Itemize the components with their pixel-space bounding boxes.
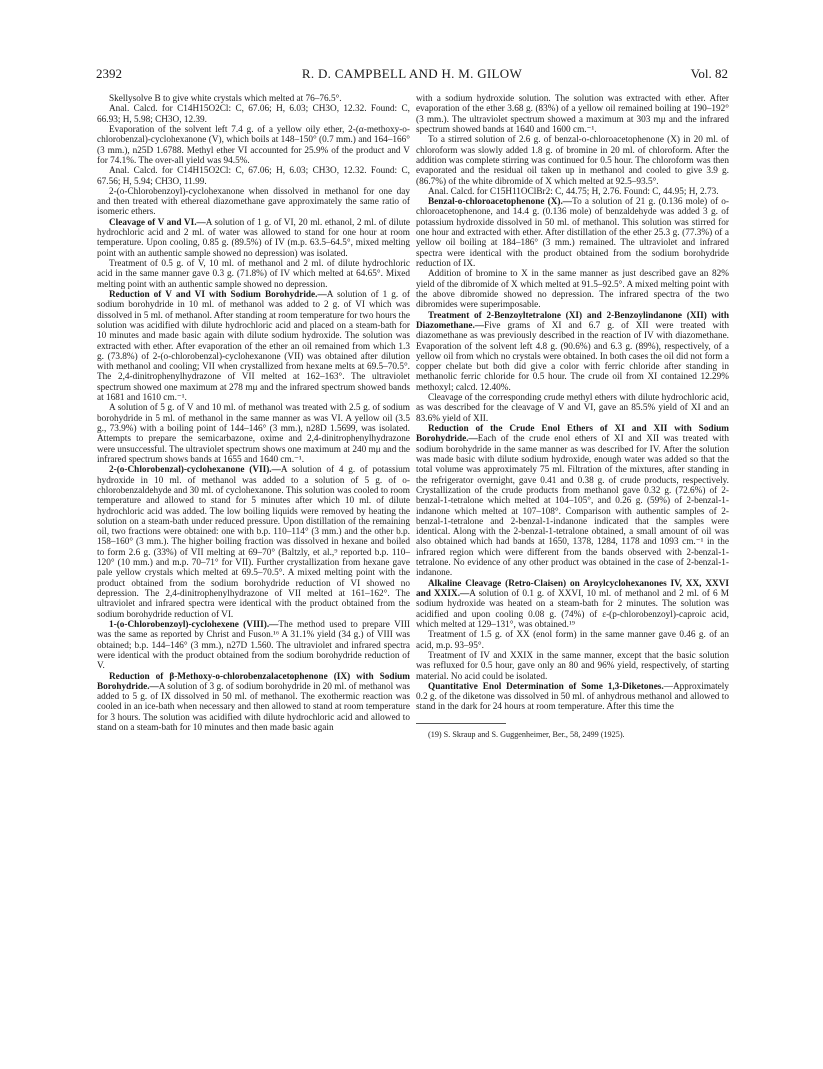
paragraph-text: Anal. Calcd. for C14H15O2Cl: C, 67.06; H, 6.03; CH3O, 12.32. Found: C, 66.93; H, 5.98; CH3O, 12.39. [97, 104, 410, 125]
paragraph-heading: Treatment of 2-Benzoyltetralone (XI) and 2-Benzoylindanone (XII) with Diazomethane.— [416, 310, 729, 331]
paragraph-r5 [416, 269, 729, 310]
paragraph-heading: Benzal-o-chloroacetophenone (X).— [428, 197, 573, 208]
running-header [96, 66, 728, 84]
paragraph-text: A solution of 1 g. of sodium borohydride in 10 ml. of methanol was added to 2 g. of VI which was dissolved in 5 ml. of methanol. After standing at room temperature for two hours the solution was acidified with dilute hydrochloric acid and placed on a steam-bath for 10 minutes and made basic again with dilute sodium hydroxide. The solution was extracted with ether. After evaporation of the ether an oil remained from which 1.3 g. (73.8%) of 2-(o-chlorobenzal)-cyclohexanone (VII) was obtained after dilution with methanol and cooling; VII when crystallized from hexane melts at 69.5–70.5°. The 2,4-dinitrophenylhydrazone of VII melted at 162–163°. The ultraviolet spectrum showed one maximum at 278 mμ and the infrared spectrum showed bands at 1681 and 1610 cm.⁻¹. [97, 289, 411, 404]
paragraph-p3 [97, 125, 410, 166]
paragraph-r4 [416, 197, 729, 269]
paragraph-heading: Reduction of β-Methoxy-o-chlorobenzalacetophenone (IX) with Sodium Borohydride.— [97, 671, 410, 692]
paragraph-p11 [97, 620, 410, 672]
paragraph-text: with a sodium hydroxide solution. The solution was extracted with ether. After evaporation of the ether 3.68 g. (83%) of a yellow oil remained boiling at 190–192° (3 mm.). The ultraviolet spectrum showed a maximum at 303 mμ and the infrared spectrum showed bands at 1640 and 1600 cm.⁻¹. [416, 94, 729, 135]
paragraph-text: Treatment of IV and XXIX in the same manner, except that the basic solution was refluxed for 0.5 hour, gave only an 80 and 96% yield, respectively, of starting material. No acid could be isolated. [416, 650, 729, 682]
paragraph-p7 [97, 259, 410, 290]
paragraph-text: Addition of bromine to X in the same manner as just described gave an 82% yield of the dibromide of X which melted at 91.5–92.5°. A mixed melting point with the above dibromide showed no depression. The infrared spectra of the two dibromides were superimposable. [416, 269, 729, 311]
paragraph-heading: Reduction of V and VI with Sodium Borohydride.— [109, 289, 327, 300]
paragraph-text: A solution of 0.1 g. of XXVI, 10 ml. of methanol and 2 ml. of 6 M sodium hydroxide was heated on a steam-bath for 2 minutes. The solution was acidified and upon cooling 0.08 g. (74%) of ε-(p-chlorobenzoyl)-caproic acid, which melted at 129–131°, was obtained.¹⁹ [416, 589, 729, 630]
paragraph-r1 [416, 94, 729, 135]
paragraph-r10 [416, 630, 729, 651]
paragraph-heading: Reduction of the Crude Enol Ethers of XI and XII with Sodium Borohydride.— [416, 424, 729, 445]
paragraph-text: A solution of 3 g. of sodium borohydride in 20 ml. of methanol was added to 5 g. of IX dissolved in 50 ml. of methanol. The exothermic reaction was cooled in an ice-bath when necessary and then allowed to stand at room temperature for 3 hours. The solution was acidified with dilute hydrochloric acid and allowed to stand on a steam-bath for 10 minutes and then made basic again [97, 681, 410, 734]
left-column [97, 94, 410, 733]
paragraph-r6 [416, 311, 729, 394]
paragraph-p10 [97, 465, 410, 620]
paragraph-p9 [97, 403, 410, 465]
paragraph-text: Treatment of 0.5 g. of V, 10 ml. of methanol and 2 ml. of dilute hydrochloric acid in the same manner gave 0.3 g. (71.8%) of IV which melted at 64.65°. Mixed melting point with an authentic sample showed no depression. [97, 259, 410, 290]
paragraph-text: Cleavage of the corresponding crude methyl ethers with dilute hydrochloric acid, as was described for the cleavage of V and VI, gave an 85.5% yield of XI and an 83.6% yield of XII. [416, 393, 729, 424]
paragraph-r8 [416, 424, 729, 579]
paragraph-heading: 1-(o-Chlorobenzoyl)-cyclohexene (VIII).— [109, 619, 279, 630]
paragraph-p5 [97, 187, 410, 218]
paragraph-text: The method used to prepare VIII was the same as reported by Christ and Fuson.¹⁶ A 31.1% yield (34 g.) of VIII was obtained; b.p. 144–146° (3 mm.), n27D 1.560. The ultraviolet and infrared spectra were identical with the product obtained from the sodium borohydride reduction of V. [97, 619, 410, 672]
footnote: (19) S. Skraup and S. Guggenheimer, Ber., 58, 2499 (1925). [428, 729, 625, 739]
paragraph-text: Anal. Calcd. for C15H11OClBr2: C, 44.75; H, 2.76. Found: C, 44.95; H, 2.73. [428, 186, 719, 197]
paragraph-r12 [416, 682, 729, 713]
page-number: 2392 [96, 66, 122, 81]
paragraph-p4 [97, 166, 410, 187]
paragraph-r11 [416, 651, 729, 682]
paragraph-text: Evaporation of the solvent left 7.4 g. of a yellow oily ether, 2-(α-methoxy-o-chlorobenzal)-cyclohexanone (V), which boils at 148–150° (0.7 mm.) and 164–166° (3 mm.), n25D 1.6788. Methyl ether VI accounted for 25.9% of the product and V for 74.1%. The over-all yield was 94.5%. [97, 124, 410, 166]
paragraph-text: A solution of 4 g. of potassium hydroxide in 10 ml. of methanol was added to a solution of 5 g. of o-chlorobenzaldehyde and 30 ml. of cyclohexanone. This solution was cooled to room temperature and allowed to stand for 5 minutes after which 10 ml. of dilute hydrochloric acid was added. The low boiling liquids were removed by heating the solution on a steam-bath under reduced pressure. Upon distillation of the remaining oil, two fractions were obtained: one with b.p. 110–114° (3 mm.) and the other b.p. 158–160° (3 mm.). The higher boiling fraction was dissolved in hexane and boiled to form 2.6 g. (33%) of VII melting at 69–70° (Baltzly, et al.,⁹ reported b.p. 110–120° (10 mm.) and m.p. 70–71° for VII). Further crystallization from hexane gave pale yellow crystals which melted at 69.5–70.5°. A mixed melting point with the product obtained from the sodium borohydride reduction of VI showed no depression. The 2,4-dinitrophenylhydrazone of VII melted at 161–162°. The ultraviolet and infrared spectra were identical with the product obtained from the sodium borohydride reduction of VI. [97, 465, 411, 620]
paragraph-text: Each of the crude enol ethers of XI and XII was treated with sodium borohydride in the same manner as was described for IV. After the solution was made basic with dilute sodium hydroxide, enough water was added so that the total volume was approximately 75 ml. Filtration of the mixtures, after standing in the refrigerator overnight, gave 0.41 and 0.38 g. of crude products, respectively. Crystallization of the crude products from methanol gave 0.32 g. (72.6%) of 2-benzal-1-tetralone which melted at 104–105°, and 0.26 g. (59%) of 2-benzal-1-indanone which melted at 107–108°. Comparison with authentic samples of 2-benzal-1-tetralone and 2-benzal-1-indanone indicated that the samples were identical. Along with the 2-benzal-1-tetralone obtained, a small amount of oil was also obtained which had bands at 1650, 1378, 1284, 1178 and 1093 cm.⁻¹ in the infrared region which were different from the bands observed with 2-benzal-1-tetralone. No evidence of any other product was obtained in the case of 2-benzal-1-indanone. [416, 434, 729, 579]
paragraph-p2 [97, 104, 410, 125]
paragraph-heading: Quantitative Enol Determination of Some 1,3-Diketones. [428, 681, 664, 692]
paragraph-text: Skellysolve B to give white crystals which melted at 76–76.5°. [109, 94, 342, 104]
paragraph-r2 [416, 135, 729, 187]
right-column [416, 94, 729, 740]
paragraph-text: A solution of 5 g. of V and 10 ml. of methanol was treated with 2.5 g. of sodium borohydride in 5 ml. of methanol in the same manner as was VI. A yellow oil (3.5 g., 73.9%) with a boiling point of 144–146° (3 mm.), n28D 1.5699, was isolated. Attempts to prepare the semicarbazone, oxime and 2,4-dinitrophenylhydrazone were unsuccessful. The ultraviolet spectrum shows one maximum at 240 mμ and the infrared spectrum shows bands at 1655 and 1640 cm.⁻¹. [97, 403, 410, 465]
paragraph-heading: 2-(o-Chlorobenzal)-cyclohexanone (VII).— [109, 465, 281, 476]
paragraph-p1 [97, 94, 410, 104]
running-title: R. D. CAMPBELL AND H. M. GILOW [301, 66, 523, 81]
paragraph-text: To a stirred solution of 2.6 g. of benzal-o-chloroacetophenone (X) in 20 ml. of chloroform was slowly added 1.8 g. of bromine in 20 ml. of chloroform. After the addition was complete stirring was continued for 0.5 hour. The chloroform was then evaporated and the residual oil taken up in methanol and cooled to give 3.9 g. (86.7%) of the white dibromide of X which melted at 92.5–93.5°. [416, 135, 729, 187]
paragraph-text: A solution of 1 g. of VI, 20 ml. ethanol, 2 ml. of dilute hydrochloric acid and 2 ml. of water was allowed to stand for one hour at room temperature. Upon cooling, 0.85 g. (89.5%) of IV (m.p. 63.5–64.5°, mixed melting point with an authentic sample showed no depression) was isolated. [97, 217, 410, 259]
volume-label: Vol. 82 [690, 66, 728, 81]
paragraph-r7 [416, 393, 729, 424]
paragraph-text: Treatment of 1.5 g. of XX (enol form) in the same manner gave 0.46 g. of an acid, m.p. 93–95°. [416, 630, 729, 651]
paragraph-p8 [97, 290, 410, 403]
paragraph-text: To a solution of 21 g. (0.136 mole) of o-chloroacetophenone, and 14.4 g. (0.136 mole) of benzaldehyde was added 3 g. of potassium hydroxide dissolved in 50 ml. of methanol. This solution was stirred for one hour and extracted with ether. After distillation of the ether 25.3 g. (77.3%) of a yellow oil boiling at 184–186° (3 mm.) remained. The ultraviolet and infrared spectra were identical with the product obtained from the sodium borohydride reduction of IX. [416, 197, 729, 269]
footnote-rule [416, 723, 506, 724]
paragraph-r3 [416, 187, 729, 197]
paragraph-heading: Alkaline Cleavage (Retro-Claisen) on Aroylcyclohexanones IV, XX, XXVI and XXIX.— [416, 578, 729, 599]
paragraph-p6 [97, 218, 410, 259]
paragraph-heading: Cleavage of V and VI.— [109, 217, 206, 228]
paragraph-text: 2-(o-Chlorobenzoyl)-cyclohexanone when dissolved in methanol for one day and then treated with ethereal diazomethane gave approximately the same ratio of isomeric ethers. [97, 186, 410, 218]
paragraph-text: —Approximately 0.2 g. of the diketone was dissolved in 50 ml. of anhydrous methanol and allowed to stand in the dark for 24 hours at room temperature. After this time the [416, 681, 729, 713]
paragraph-text: Anal. Calcd. for C14H15O2Cl: C, 67.06; H, 6.03; CH3O, 12.32. Found: C, 67.56; H, 5.94; CH3O, 11.99. [97, 166, 410, 187]
paragraph-r9 [416, 579, 729, 631]
paragraph-text: Five grams of XI and 6.7 g. of XII were treated with diazomethane as was previously described in the reaction of IV with diazomethane. Evaporation of the solvent left 4.8 g. (90.6%) and 6.3 g. (89%), respectively, of a yellow oil from which no crystals were obtained. In both cases the oil did not form a copper chelate but both did give a color with ferric chloride after standing in methanolic ferric chloride for 0.5 hour. The crude oil from XI contained 12.29% methoxyl; calcd. 12.40%. [416, 320, 729, 393]
paragraph-p12 [97, 672, 410, 734]
